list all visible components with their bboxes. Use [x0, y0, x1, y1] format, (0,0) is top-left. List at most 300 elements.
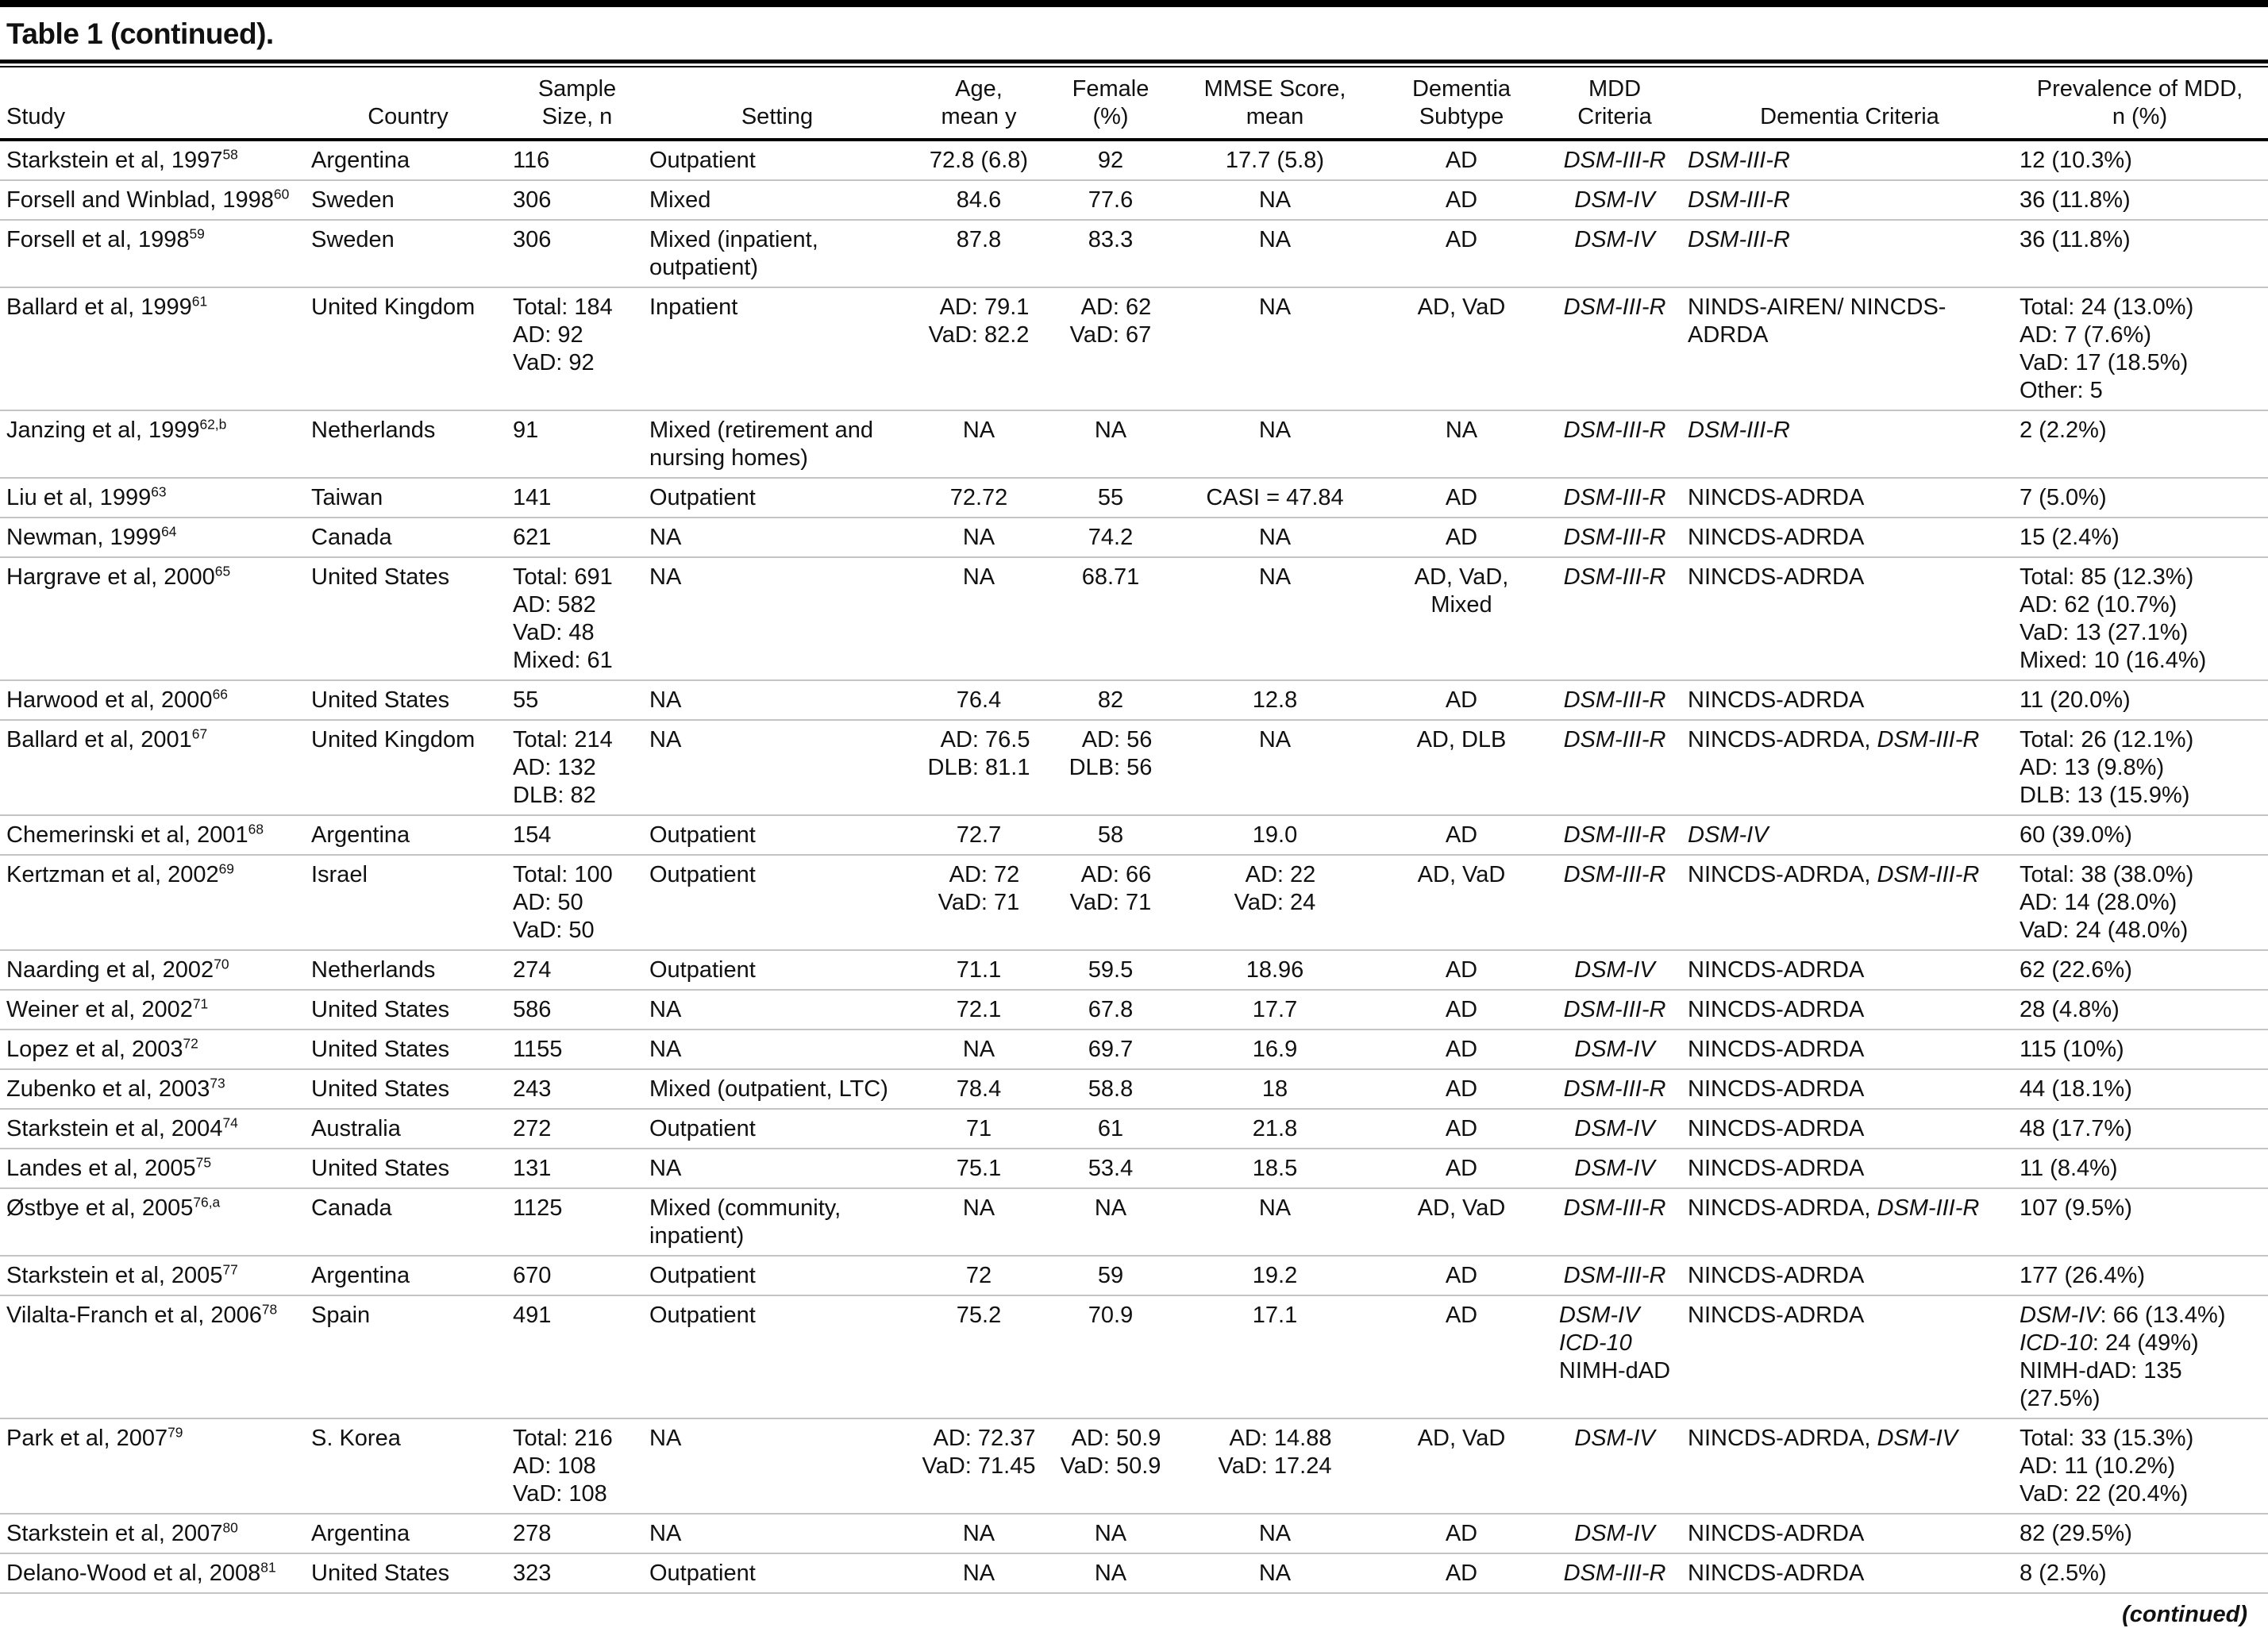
- citation-ref: 65: [214, 563, 231, 579]
- cell-setting: NA: [649, 720, 913, 815]
- cell-mdd-criteria: DSM-III-R: [1550, 410, 1688, 478]
- cell-female-pct: 69.7: [1053, 1030, 1176, 1069]
- cell-mdd-criteria: DSM-III-R: [1550, 1069, 1688, 1109]
- cell-mmse-score: NA: [1176, 220, 1381, 287]
- column-header-country: Country: [311, 67, 513, 140]
- cell-study: Liu et al, 1999$^{63}$: [0, 478, 311, 518]
- cell-mmse-score: 19.2: [1176, 1256, 1381, 1295]
- cell-mmse-score: 16.9: [1176, 1030, 1381, 1069]
- cell-dementia-subtype: AD: [1381, 1030, 1550, 1069]
- cell-female-pct: NA: [1053, 1188, 1176, 1256]
- cell-dementia-criteria: NINCDS-ADRDA, DSM-III-R: [1688, 1188, 2020, 1256]
- cell-mmse-score: 18.5: [1176, 1149, 1381, 1188]
- cell-age-mean: 78.4: [913, 1069, 1053, 1109]
- cell-study: Naarding et al, 2002$^{70}$: [0, 950, 311, 990]
- cell-prevalence-mdd: 107 (9.5%): [2020, 1188, 2268, 1256]
- cell-sample-size: Total: 184 AD: 92 VaD: 92: [513, 287, 649, 410]
- cell-study: Janzing et al, 1999$^{62,b}$: [0, 410, 311, 478]
- cell-mmse-score: NA: [1176, 287, 1381, 410]
- cell-country: Canada: [311, 518, 513, 557]
- cell-setting: Outpatient: [649, 478, 913, 518]
- cell-mmse-score: AD: 14.88 VaD: 17.24: [1176, 1418, 1381, 1514]
- cell-age-mean: AD: 72.37 VaD: 71.45: [913, 1418, 1053, 1514]
- citation-ref: 67: [191, 725, 208, 742]
- cell-mdd-criteria: DSM-IV: [1550, 950, 1688, 990]
- cell-mdd-criteria: DSM-IV: [1550, 1418, 1688, 1514]
- cell-mdd-criteria: DSM-III-R: [1550, 478, 1688, 518]
- cell-country: Canada: [311, 1188, 513, 1256]
- cell-mdd-criteria: DSM-IV: [1550, 1149, 1688, 1188]
- column-header-prevalence-mdd: Prevalence of MDD, n (%): [2020, 67, 2268, 140]
- cell-study: Starkstein et al, 2004$^{74}$: [0, 1109, 311, 1149]
- cell-dementia-criteria: NINCDS-ADRDA, DSM-III-R: [1688, 855, 2020, 950]
- cell-setting: NA: [649, 1514, 913, 1553]
- cell-dementia-criteria: DSM-III-R: [1688, 148, 1790, 173]
- cell-prevalence-mdd: DSM-IV: 66 (13.4%) ICD-10: 24 (49%) NIMH-dAD: 135 (27.5%): [2020, 1295, 2268, 1418]
- table-row: [0, 990, 2268, 1030]
- column-header-study: Study: [0, 67, 311, 140]
- table-row: [0, 478, 2268, 518]
- cell-mdd-criteria: DSM-III-R: [1563, 148, 1666, 173]
- citation-ref: 61: [191, 293, 208, 310]
- cell-setting: Mixed (inpatient, outpatient): [649, 220, 913, 287]
- cell-dementia-criteria: NINCDS-ADRDA: [1688, 1514, 2020, 1553]
- cell-age-mean: NA: [913, 1553, 1053, 1593]
- cell-sample-size: 586: [513, 990, 649, 1030]
- citation-ref: 76,a: [193, 1194, 221, 1210]
- column-header-dementia-subtype: Dementia Subtype: [1381, 67, 1550, 140]
- cell-mmse-score: 17.1: [1176, 1295, 1381, 1418]
- cell-sample-size: 670: [513, 1256, 649, 1295]
- cell-sample-size: 274: [513, 950, 649, 990]
- cell-study: Newman, 1999$^{64}$: [0, 518, 311, 557]
- citation-ref: 63: [151, 483, 167, 500]
- cell-mdd-criteria: DSM-III-R: [1550, 1256, 1688, 1295]
- citation-ref: 62,b: [199, 416, 227, 433]
- cell-prevalence-mdd: Total: 38 (38.0%) AD: 14 (28.0%) VaD: 24 (48.0%): [2020, 855, 2268, 950]
- cell-prevalence-mdd: 177 (26.4%): [2020, 1256, 2268, 1295]
- citation-ref: 71: [192, 995, 209, 1012]
- cell-country: United States: [311, 680, 513, 720]
- cell-dementia-subtype: AD, VaD: [1381, 287, 1550, 410]
- cell-female-pct: 59: [1053, 1256, 1176, 1295]
- cell-setting: Mixed: [649, 180, 913, 220]
- cell-dementia-criteria: NINCDS-ADRDA, DSM-IV: [1688, 1418, 2020, 1514]
- cell-mdd-criteria: DSM-III-R: [1550, 855, 1688, 950]
- study-table: [0, 67, 2268, 1594]
- cell-age-mean: AD: 79.1 VaD: 82.2: [913, 287, 1053, 410]
- cell-mmse-score: NA: [1176, 557, 1381, 680]
- cell-setting: NA: [649, 518, 913, 557]
- table-body: [0, 140, 2268, 1593]
- top-rule: [0, 0, 2268, 7]
- cell-prevalence-mdd: Total: 85 (12.3%) AD: 62 (10.7%) VaD: 13 (27.1%) Mixed: 10 (16.4%): [2020, 557, 2268, 680]
- table-row: [0, 1553, 2268, 1593]
- cell-dementia-criteria: NINCDS-ADRDA: [1688, 950, 2020, 990]
- table-row: [0, 1514, 2268, 1553]
- cell-country: United States: [311, 557, 513, 680]
- cell-sample-size: Total: 216 AD: 108 VaD: 108: [513, 1418, 649, 1514]
- cell-mdd-criteria: DSM-III-R: [1550, 518, 1688, 557]
- title-rule: [0, 60, 2268, 67]
- cell-prevalence-mdd: 115 (10%): [2020, 1030, 2268, 1069]
- cell-dementia-subtype: AD, VaD: [1381, 855, 1550, 950]
- table-row: [0, 518, 2268, 557]
- cell-country: United States: [311, 1069, 513, 1109]
- cell-sample-size: 306: [513, 180, 649, 220]
- cell-sample-size: 243: [513, 1069, 649, 1109]
- cell-setting: NA: [649, 1149, 913, 1188]
- table-row: [0, 1109, 2268, 1149]
- cell-age-mean: 72.1: [913, 990, 1053, 1030]
- cell-age-mean: NA: [913, 557, 1053, 680]
- cell-dementia-criteria: NINCDS-ADRDA: [1688, 1109, 2020, 1149]
- cell-female-pct: AD: 56 DLB: 56: [1053, 720, 1176, 815]
- citation-ref: 60: [273, 186, 290, 202]
- citation-ref: 81: [260, 1559, 276, 1576]
- citation-ref: 64: [161, 523, 177, 540]
- cell-country: Israel: [311, 855, 513, 950]
- cell-female-pct: AD: 62 VaD: 67: [1053, 287, 1176, 410]
- cell-dementia-subtype: AD: [1381, 1256, 1550, 1295]
- cell-mdd-criteria: DSM-III-R: [1550, 287, 1688, 410]
- column-header-age-mean: Age, mean y: [913, 67, 1053, 140]
- cell-country: Argentina: [311, 1256, 513, 1295]
- cell-age-mean: 72.7: [913, 815, 1053, 855]
- cell-setting: Outpatient: [649, 950, 913, 990]
- cell-study: Weiner et al, 2002$^{71}$: [0, 990, 311, 1030]
- cell-prevalence-mdd: Total: 26 (12.1%) AD: 13 (9.8%) DLB: 13 (15.9%): [2020, 720, 2268, 815]
- cell-dementia-criteria: DSM-III-R: [1688, 220, 2020, 287]
- cell-mmse-score: 19.0: [1176, 815, 1381, 855]
- cell-mdd-criteria: DSM-IV: [1550, 1109, 1688, 1149]
- cell-study: Park et al, 2007$^{79}$: [0, 1418, 311, 1514]
- citation-ref: 59: [189, 225, 205, 242]
- cell-female-pct: 70.9: [1053, 1295, 1176, 1418]
- citation-ref: 77: [222, 1261, 238, 1278]
- cell-prevalence-mdd: 11 (20.0%): [2020, 680, 2268, 720]
- cell-age-mean: NA: [913, 410, 1053, 478]
- cell-dementia-criteria: NINCDS-ADRDA: [1688, 1030, 2020, 1069]
- cell-sample-size: Total: 691 AD: 582 VaD: 48 Mixed: 61: [513, 557, 649, 680]
- cell-sample-size: 621: [513, 518, 649, 557]
- cell-female-pct: AD: 66 VaD: 71: [1053, 855, 1176, 950]
- table-row: [0, 1188, 2268, 1256]
- cell-mdd-criteria: DSM-III-R: [1550, 680, 1688, 720]
- cell-age-mean: 76.4: [913, 680, 1053, 720]
- cell-study: Forsell et al, 1998$^{59}$: [0, 220, 311, 287]
- cell-age-mean: NA: [913, 1030, 1053, 1069]
- table-row: [0, 1149, 2268, 1188]
- cell-dementia-subtype: AD, DLB: [1381, 720, 1550, 815]
- cell-mdd-criteria: DSM-IV: [1550, 180, 1688, 220]
- continued-note: (continued): [2122, 1602, 2247, 1627]
- citation-ref: 68: [248, 821, 264, 837]
- cell-mmse-score: AD: 22 VaD: 24: [1176, 855, 1381, 950]
- cell-setting: Outpatient: [649, 815, 913, 855]
- cell-mdd-criteria: DSM-IV: [1550, 220, 1688, 287]
- cell-age-mean: NA: [913, 518, 1053, 557]
- cell-dementia-criteria: NINCDS-ADRDA, DSM-III-R: [1688, 720, 2020, 815]
- table-row: [0, 680, 2268, 720]
- cell-female-pct: AD: 50.9 VaD: 50.9: [1053, 1418, 1176, 1514]
- cell-setting: NA: [649, 680, 913, 720]
- column-header-mmse-score: MMSE Score, mean: [1176, 67, 1381, 140]
- cell-dementia-subtype: NA: [1381, 410, 1550, 478]
- cell-sample-size: 491: [513, 1295, 649, 1418]
- cell-mmse-score: NA: [1176, 720, 1381, 815]
- cell-country: Netherlands: [311, 950, 513, 990]
- cell-mdd-criteria: DSM-III-R: [1550, 815, 1688, 855]
- cell-female-pct: 82: [1053, 680, 1176, 720]
- cell-setting: NA: [649, 1030, 913, 1069]
- cell-mmse-score: NA: [1176, 518, 1381, 557]
- cell-sample-size: 55: [513, 680, 649, 720]
- cell-female-pct: 55: [1053, 478, 1176, 518]
- cell-dementia-subtype: AD: [1381, 680, 1550, 720]
- cell-prevalence-mdd: 62 (22.6%): [2020, 950, 2268, 990]
- cell-mmse-score: 17.7: [1176, 990, 1381, 1030]
- column-header-mdd-criteria: MDD Criteria: [1550, 67, 1688, 140]
- cell-sample-size: 154: [513, 815, 649, 855]
- cell-prevalence-mdd: 12 (10.3%): [2020, 148, 2132, 173]
- cell-dementia-subtype: AD: [1381, 990, 1550, 1030]
- cell-setting: Inpatient: [649, 287, 913, 410]
- cell-dementia-subtype: AD: [1381, 180, 1550, 220]
- cell-prevalence-mdd: 36 (11.8%): [2020, 220, 2268, 287]
- cell-setting: Outpatient: [649, 148, 756, 173]
- cell-age-mean: 71: [913, 1109, 1053, 1149]
- cell-study: Hargrave et al, 2000$^{65}$: [0, 557, 311, 680]
- table-row: [0, 410, 2268, 478]
- cell-setting: Mixed (community, inpatient): [649, 1188, 913, 1256]
- cell-dementia-subtype: AD: [1445, 148, 1478, 173]
- cell-mmse-score: 17.7 (5.8): [1225, 148, 1325, 173]
- cell-mdd-criteria: DSM-IV: [1550, 1030, 1688, 1069]
- cell-female-pct: NA: [1053, 1553, 1176, 1593]
- table-row: [0, 815, 2268, 855]
- cell-mmse-score: NA: [1176, 410, 1381, 478]
- cell-female-pct: 59.5: [1053, 950, 1176, 990]
- cell-prevalence-mdd: 11 (8.4%): [2020, 1149, 2268, 1188]
- cell-mmse-score: NA: [1176, 180, 1381, 220]
- cell-female-pct: 58.8: [1053, 1069, 1176, 1109]
- cell-dementia-subtype: AD: [1381, 1109, 1550, 1149]
- cell-dementia-subtype: AD, VaD, Mixed: [1381, 557, 1550, 680]
- cell-mmse-score: 12.8: [1176, 680, 1381, 720]
- cell-country: United States: [311, 990, 513, 1030]
- cell-setting: Mixed (outpatient, LTC): [649, 1069, 913, 1109]
- cell-study: Chemerinski et al, 2001$^{68}$: [0, 815, 311, 855]
- cell-setting: NA: [649, 1418, 913, 1514]
- cell-country: Netherlands: [311, 410, 513, 478]
- cell-mmse-score: CASI = 47.84: [1176, 478, 1381, 518]
- column-header-sample-size: Sample Size, n: [513, 67, 649, 140]
- cell-dementia-criteria: NINCDS-ADRDA: [1688, 680, 2020, 720]
- cell-age-mean: 72: [913, 1256, 1053, 1295]
- cell-country: Taiwan: [311, 478, 513, 518]
- cell-country: United States: [311, 1030, 513, 1069]
- cell-female-pct: 68.71: [1053, 557, 1176, 680]
- table-title: Table 1 (continued).: [6, 17, 274, 50]
- cell-study: Lopez et al, 2003$^{72}$: [0, 1030, 311, 1069]
- cell-country: United States: [311, 1149, 513, 1188]
- cell-age-mean: 84.6: [913, 180, 1053, 220]
- cell-sample-size: 278: [513, 1514, 649, 1553]
- cell-dementia-criteria: NINCDS-ADRDA: [1688, 518, 2020, 557]
- cell-sample-size: 116: [513, 148, 550, 173]
- cell-prevalence-mdd: 82 (29.5%): [2020, 1514, 2268, 1553]
- cell-dementia-criteria: NINDS-AIREN/ NINCDS- ADRDA: [1688, 287, 2020, 410]
- cell-country: Australia: [311, 1109, 513, 1149]
- cell-country: Argentina: [311, 815, 513, 855]
- cell-study: Ballard et al, 1999$^{61}$: [0, 287, 311, 410]
- cell-prevalence-mdd: 8 (2.5%): [2020, 1553, 2268, 1593]
- cell-dementia-subtype: AD: [1381, 478, 1550, 518]
- cell-study: Kertzman et al, 2002$^{69}$: [0, 855, 311, 950]
- cell-prevalence-mdd: 2 (2.2%): [2020, 410, 2268, 478]
- cell-female-pct: 77.6: [1053, 180, 1176, 220]
- cell-dementia-subtype: AD: [1381, 1514, 1550, 1553]
- cell-country: United Kingdom: [311, 287, 513, 410]
- cell-dementia-criteria: NINCDS-ADRDA: [1688, 1256, 2020, 1295]
- cell-mmse-score: 21.8: [1176, 1109, 1381, 1149]
- cell-prevalence-mdd: 15 (2.4%): [2020, 518, 2268, 557]
- table-row: [0, 180, 2268, 220]
- cell-study: Starkstein et al, 1997$^{58}$: [6, 146, 238, 173]
- cell-sample-size: 272: [513, 1109, 649, 1149]
- table-row: [0, 140, 2268, 180]
- cell-dementia-subtype: AD: [1381, 950, 1550, 990]
- cell-setting: Outpatient: [649, 1109, 913, 1149]
- cell-sample-size: 1125: [513, 1188, 649, 1256]
- cell-female-pct: 61: [1053, 1109, 1176, 1149]
- cell-mmse-score: NA: [1176, 1514, 1381, 1553]
- cell-dementia-subtype: AD: [1381, 1295, 1550, 1418]
- cell-setting: Outpatient: [649, 855, 913, 950]
- cell-female-pct: 67.8: [1053, 990, 1176, 1030]
- citation-ref: 75: [195, 1154, 211, 1171]
- cell-sample-size: 1155: [513, 1030, 649, 1069]
- cell-prevalence-mdd: 36 (11.8%): [2020, 180, 2268, 220]
- cell-prevalence-mdd: 44 (18.1%): [2020, 1069, 2268, 1109]
- cell-prevalence-mdd: 28 (4.8%): [2020, 990, 2268, 1030]
- cell-dementia-subtype: AD: [1381, 1149, 1550, 1188]
- cell-prevalence-mdd: Total: 24 (13.0%) AD: 7 (7.6%) VaD: 17 (18.5%) Other: 5: [2020, 287, 2268, 410]
- cell-mmse-score: NA: [1176, 1553, 1381, 1593]
- cell-sample-size: 141: [513, 478, 649, 518]
- cell-dementia-criteria: DSM-III-R: [1688, 410, 2020, 478]
- cell-sample-size: 323: [513, 1553, 649, 1593]
- cell-mdd-criteria: DSM-IV ICD-10 NIMH-dAD: [1550, 1295, 1688, 1418]
- cell-study: Vilalta-Franch et al, 2006$^{78}$: [0, 1295, 311, 1418]
- citation-ref: 70: [214, 956, 229, 972]
- cell-female-pct: 83.3: [1053, 220, 1176, 287]
- table-row: [0, 220, 2268, 287]
- cell-study: Harwood et al, 2000$^{66}$: [0, 680, 311, 720]
- cell-country: Argentina: [311, 1514, 513, 1553]
- cell-study: Zubenko et al, 2003$^{73}$: [0, 1069, 311, 1109]
- cell-country: S. Korea: [311, 1418, 513, 1514]
- cell-dementia-criteria: NINCDS-ADRDA: [1688, 1069, 2020, 1109]
- cell-mmse-score: NA: [1176, 1188, 1381, 1256]
- cell-mmse-score: 18: [1176, 1069, 1381, 1109]
- column-header-female-pct: Female (%): [1053, 67, 1176, 140]
- cell-age-mean: 72.72: [913, 478, 1053, 518]
- header-row: [0, 67, 2268, 140]
- table-row: [0, 1295, 2268, 1418]
- cell-study: Østbye et al, 2005$^{76,a}$: [0, 1188, 311, 1256]
- cell-dementia-criteria: NINCDS-ADRDA: [1688, 1553, 2020, 1593]
- citation-ref: 78: [261, 1301, 278, 1318]
- citation-ref: 69: [218, 860, 234, 877]
- cell-dementia-subtype: AD, VaD: [1381, 1418, 1550, 1514]
- cell-study: Starkstein et al, 2007$^{80}$: [0, 1514, 311, 1553]
- cell-dementia-criteria: NINCDS-ADRDA: [1688, 478, 2020, 518]
- cell-prevalence-mdd: 60 (39.0%): [2020, 815, 2268, 855]
- citation-ref: 74: [222, 1114, 238, 1131]
- cell-female-pct: NA: [1053, 410, 1176, 478]
- cell-female-pct: 74.2: [1053, 518, 1176, 557]
- citation-ref: 73: [210, 1075, 225, 1091]
- cell-setting: Outpatient: [649, 1256, 913, 1295]
- cell-age-mean: AD: 72 VaD: 71: [913, 855, 1053, 950]
- cell-age-mean: NA: [913, 1514, 1053, 1553]
- cell-age-mean: NA: [913, 1188, 1053, 1256]
- table-row: [0, 855, 2268, 950]
- cell-mdd-criteria: DSM-III-R: [1550, 720, 1688, 815]
- cell-country: Sweden: [311, 180, 513, 220]
- cell-setting: Outpatient: [649, 1553, 913, 1593]
- cell-mdd-criteria: DSM-III-R: [1550, 557, 1688, 680]
- cell-study: Forsell and Winblad, 1998$^{60}$: [0, 180, 311, 220]
- cell-setting: NA: [649, 990, 913, 1030]
- cell-age-mean: AD: 76.5 DLB: 81.1: [913, 720, 1053, 815]
- citation-ref: 72: [183, 1035, 198, 1052]
- cell-age-mean: 75.1: [913, 1149, 1053, 1188]
- cell-prevalence-mdd: 7 (5.0%): [2020, 478, 2268, 518]
- cell-female-pct: 92: [1097, 148, 1124, 173]
- cell-mdd-criteria: DSM-III-R: [1550, 990, 1688, 1030]
- table-row: [0, 1418, 2268, 1514]
- cell-setting: NA: [649, 557, 913, 680]
- citation-ref: 79: [168, 1424, 183, 1441]
- citation-ref: 80: [222, 1519, 238, 1536]
- cell-country: Sweden: [311, 220, 513, 287]
- cell-country: Spain: [311, 1295, 513, 1418]
- table-row: [0, 557, 2268, 680]
- cell-dementia-subtype: AD: [1381, 1553, 1550, 1593]
- cell-sample-size: Total: 214 AD: 132 DLB: 82: [513, 720, 649, 815]
- cell-study: Ballard et al, 2001$^{67}$: [0, 720, 311, 815]
- cell-female-pct: 53.4: [1053, 1149, 1176, 1188]
- table-row: [0, 1030, 2268, 1069]
- cell-country: United Kingdom: [311, 720, 513, 815]
- column-header-setting: Setting: [649, 67, 913, 140]
- cell-sample-size: 131: [513, 1149, 649, 1188]
- table-row: [0, 287, 2268, 410]
- cell-sample-size: 306: [513, 220, 649, 287]
- table-row: [0, 720, 2268, 815]
- cell-dementia-criteria: NINCDS-ADRDA: [1688, 1295, 2020, 1418]
- table-header: [0, 67, 2268, 140]
- cell-sample-size: 91: [513, 410, 649, 478]
- cell-age-mean: 71.1: [913, 950, 1053, 990]
- cell-setting: Outpatient: [649, 1295, 913, 1418]
- cell-country: United States: [311, 1553, 513, 1593]
- citation-ref: 66: [212, 686, 228, 702]
- table-row: [0, 1069, 2268, 1109]
